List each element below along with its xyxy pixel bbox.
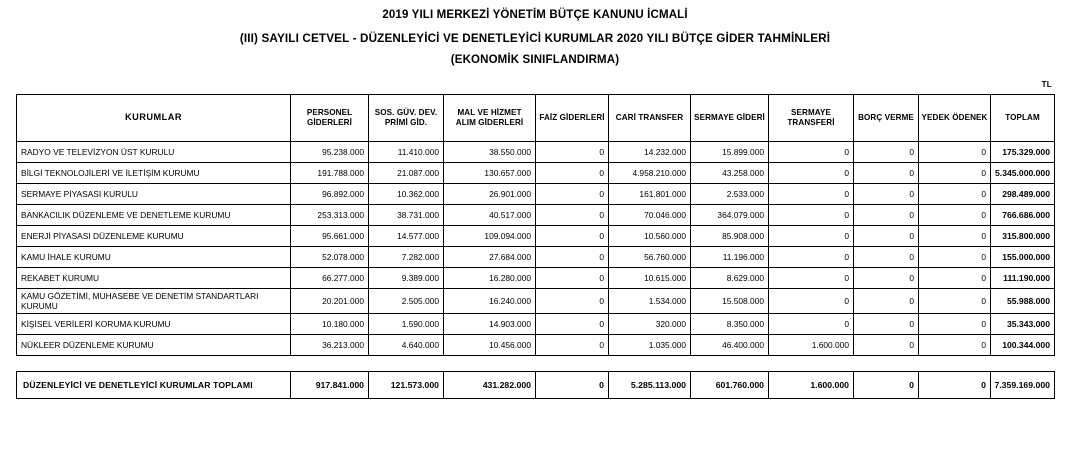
column-header-toplam bbox=[991, 95, 1055, 142]
row-value: 0 bbox=[536, 268, 609, 289]
table-row bbox=[17, 163, 1055, 184]
row-total-value: 55.988.000 bbox=[991, 289, 1055, 314]
row-total-value: 35.343.000 bbox=[991, 314, 1055, 335]
row-value: 0 bbox=[854, 289, 919, 314]
page-title: 2019 YILI MERKEZİ YÖNETİM BÜTÇE KANUNU İCMALİ bbox=[382, 9, 688, 21]
row-value: 0 bbox=[769, 314, 854, 335]
row-institution-name: REKABET KURUMU bbox=[17, 268, 291, 289]
row-value: 16.280.000 bbox=[444, 268, 536, 289]
row-value: 96.892.000 bbox=[291, 184, 369, 205]
row-value: 4.958.210.000 bbox=[609, 163, 691, 184]
row-value: 0 bbox=[919, 247, 991, 268]
row-value: 10.615.000 bbox=[609, 268, 691, 289]
row-total-value: 315.800.000 bbox=[991, 226, 1055, 247]
row-value: 10.456.000 bbox=[444, 335, 536, 356]
row-value: 0 bbox=[854, 335, 919, 356]
column-header-line: SERMAYE bbox=[791, 107, 831, 117]
column-header-line: PRİMİ GİD. bbox=[384, 118, 428, 127]
row-value: 11.196.000 bbox=[691, 247, 769, 268]
row-value: 10.180.000 bbox=[291, 314, 369, 335]
row-total-value: 298.489.000 bbox=[991, 184, 1055, 205]
total-row-value: 0 bbox=[854, 372, 919, 399]
column-header-borc-verme bbox=[854, 95, 919, 142]
total-table-container bbox=[16, 371, 1054, 399]
column-header-sos-guv-dev-primi-gid bbox=[369, 95, 444, 142]
column-header-line: CARİ TRANSFER bbox=[615, 112, 684, 122]
row-value: 36.213.000 bbox=[291, 335, 369, 356]
column-header-faiz-giderleri bbox=[536, 95, 609, 142]
total-row-grand-total: 7.359.169.000 bbox=[991, 372, 1055, 399]
total-row-value: 601.760.000 bbox=[691, 372, 769, 399]
column-header-kurumlar: KURUMLAR bbox=[17, 95, 291, 142]
total-row-value: 917.841.000 bbox=[291, 372, 369, 399]
row-value: 0 bbox=[919, 335, 991, 356]
column-header-personel-giderleri bbox=[291, 95, 369, 142]
row-value: 0 bbox=[536, 184, 609, 205]
row-value: 0 bbox=[854, 163, 919, 184]
row-value: 1.035.000 bbox=[609, 335, 691, 356]
row-value: 0 bbox=[919, 268, 991, 289]
table-row bbox=[17, 142, 1055, 163]
row-total-value: 111.190.000 bbox=[991, 268, 1055, 289]
row-value: 253.313.000 bbox=[291, 205, 369, 226]
row-value: 21.087.000 bbox=[369, 163, 444, 184]
table-row bbox=[17, 335, 1055, 356]
row-value: 38.550.000 bbox=[444, 142, 536, 163]
row-value: 0 bbox=[536, 314, 609, 335]
row-value: 85.908.000 bbox=[691, 226, 769, 247]
row-value: 109.094.000 bbox=[444, 226, 536, 247]
row-value: 0 bbox=[536, 247, 609, 268]
total-row-label: DÜZENLEYİCİ VE DENETLEYİCİ KURUMLAR TOPLAMI bbox=[17, 372, 291, 399]
row-value: 130.657.000 bbox=[444, 163, 536, 184]
row-value: 1.534.000 bbox=[609, 289, 691, 314]
row-value: 0 bbox=[854, 205, 919, 226]
row-total-value: 100.344.000 bbox=[991, 335, 1055, 356]
column-header-sermaye-gideri bbox=[691, 95, 769, 142]
row-value: 9.389.000 bbox=[369, 268, 444, 289]
budget-table-container bbox=[16, 94, 1054, 356]
column-header-line: YEDEK ÖDENEK bbox=[921, 112, 988, 122]
column-header-cari-transfer bbox=[609, 95, 691, 142]
row-value: 14.577.000 bbox=[369, 226, 444, 247]
row-value: 56.760.000 bbox=[609, 247, 691, 268]
row-value: 0 bbox=[854, 268, 919, 289]
row-value: 40.517.000 bbox=[444, 205, 536, 226]
total-row-value: 431.282.000 bbox=[444, 372, 536, 399]
total-row-value: 5.285.113.000 bbox=[609, 372, 691, 399]
row-value: 0 bbox=[854, 184, 919, 205]
row-value: 38.731.000 bbox=[369, 205, 444, 226]
row-value: 0 bbox=[769, 205, 854, 226]
table-row bbox=[17, 205, 1055, 226]
document-titles bbox=[0, 0, 1070, 67]
budget-table bbox=[16, 94, 1055, 356]
row-value: 0 bbox=[854, 247, 919, 268]
row-value: 70.046.000 bbox=[609, 205, 691, 226]
row-value: 0 bbox=[536, 226, 609, 247]
column-header-line: GİDERLERİ bbox=[307, 118, 352, 127]
row-institution-name: SERMAYE PİYASASI KURULU bbox=[17, 184, 291, 205]
row-value: 95.661.000 bbox=[291, 226, 369, 247]
column-header-yedek-odenek bbox=[919, 95, 991, 142]
row-value: 0 bbox=[769, 289, 854, 314]
row-value: 0 bbox=[854, 142, 919, 163]
table-row bbox=[17, 247, 1055, 268]
table-row bbox=[17, 268, 1055, 289]
row-value: 191.788.000 bbox=[291, 163, 369, 184]
table-body bbox=[17, 142, 1055, 356]
row-value: 14.232.000 bbox=[609, 142, 691, 163]
column-header-line: SERMAYE GİDERİ bbox=[694, 112, 765, 122]
row-value: 0 bbox=[769, 247, 854, 268]
row-institution-name: ENERJİ PİYASASI DÜZENLEME KURUMU bbox=[17, 226, 291, 247]
row-value: 0 bbox=[919, 163, 991, 184]
row-value: 95.238.000 bbox=[291, 142, 369, 163]
row-value: 161.801.000 bbox=[609, 184, 691, 205]
row-value: 2.505.000 bbox=[369, 289, 444, 314]
table-header bbox=[17, 95, 1055, 142]
column-header-line: PERSONEL bbox=[306, 107, 353, 117]
row-value: 16.240.000 bbox=[444, 289, 536, 314]
total-row-value: 0 bbox=[919, 372, 991, 399]
column-header-line: SOS. GÜV. DEV. bbox=[374, 107, 438, 117]
table-header-row bbox=[17, 95, 1055, 142]
row-value: 0 bbox=[769, 163, 854, 184]
row-value: 11.410.000 bbox=[369, 142, 444, 163]
row-value: 52.078.000 bbox=[291, 247, 369, 268]
row-value: 0 bbox=[536, 205, 609, 226]
row-institution-name: BANKACILIK DÜZENLEME VE DENETLEME KURUMU bbox=[17, 205, 291, 226]
total-table-body bbox=[17, 372, 1055, 399]
total-row-value: 121.573.000 bbox=[369, 372, 444, 399]
row-institution-name: BİLGİ TEKNOLOJİLERİ VE İLETİŞİM KURUMU bbox=[17, 163, 291, 184]
row-value: 43.258.000 bbox=[691, 163, 769, 184]
row-value: 0 bbox=[536, 163, 609, 184]
table-row bbox=[17, 226, 1055, 247]
row-institution-name: KİŞİSEL VERİLERİ KORUMA KURUMU bbox=[17, 314, 291, 335]
row-value: 364.079.000 bbox=[691, 205, 769, 226]
row-value: 0 bbox=[919, 226, 991, 247]
row-institution-name: NÜKLEER DÜZENLEME KURUMU bbox=[17, 335, 291, 356]
row-value: 8.629.000 bbox=[691, 268, 769, 289]
row-value: 0 bbox=[919, 142, 991, 163]
row-value: 26.901.000 bbox=[444, 184, 536, 205]
column-header-line: BORÇ VERME bbox=[858, 112, 914, 122]
currency-unit-label: TL bbox=[1041, 80, 1052, 89]
page-subtitle-secondary: (EKONOMİK SINIFLANDIRMA) bbox=[450, 54, 620, 67]
row-value: 46.400.000 bbox=[691, 335, 769, 356]
row-value: 15.508.000 bbox=[691, 289, 769, 314]
row-value: 0 bbox=[536, 142, 609, 163]
total-row bbox=[17, 372, 1055, 399]
row-value: 10.362.000 bbox=[369, 184, 444, 205]
row-institution-name: KAMU GÖZETİMİ, MUHASEBE VE DENETİM STANDARTLARI KURUMU bbox=[17, 289, 291, 314]
row-value: 2.533.000 bbox=[691, 184, 769, 205]
column-header-line: TOPLAM bbox=[1005, 112, 1040, 122]
row-total-value: 175.329.000 bbox=[991, 142, 1055, 163]
row-total-value: 5.345.000.000 bbox=[991, 163, 1055, 184]
row-value: 20.201.000 bbox=[291, 289, 369, 314]
column-header-line: ALIM GİDERLERİ bbox=[455, 118, 524, 127]
row-total-value: 766.686.000 bbox=[991, 205, 1055, 226]
row-institution-name: RADYO VE TELEVİZYON ÜST KURULU bbox=[17, 142, 291, 163]
row-value: 4.640.000 bbox=[369, 335, 444, 356]
row-value: 0 bbox=[854, 314, 919, 335]
column-header-line: FAİZ GİDERLERİ bbox=[539, 112, 605, 122]
row-value: 0 bbox=[919, 289, 991, 314]
table-row bbox=[17, 184, 1055, 205]
row-value: 0 bbox=[769, 142, 854, 163]
row-value: 0 bbox=[919, 184, 991, 205]
total-row-value: 1.600.000 bbox=[769, 372, 854, 399]
row-total-value: 155.000.000 bbox=[991, 247, 1055, 268]
row-value: 27.684.000 bbox=[444, 247, 536, 268]
row-value: 0 bbox=[769, 184, 854, 205]
total-table bbox=[16, 371, 1055, 399]
row-value: 14.903.000 bbox=[444, 314, 536, 335]
table-row bbox=[17, 289, 1055, 314]
column-header-mal-ve-hizmet-alim-giderleri bbox=[444, 95, 536, 142]
row-value: 15.899.000 bbox=[691, 142, 769, 163]
row-value: 0 bbox=[769, 268, 854, 289]
row-value: 0 bbox=[536, 335, 609, 356]
row-value: 10.560.000 bbox=[609, 226, 691, 247]
row-value: 320.000 bbox=[609, 314, 691, 335]
row-value: 8.350.000 bbox=[691, 314, 769, 335]
column-header-sermaye-transferi bbox=[769, 95, 854, 142]
row-value: 0 bbox=[919, 205, 991, 226]
column-header-line: TRANSFERİ bbox=[787, 118, 835, 127]
row-value: 0 bbox=[769, 226, 854, 247]
row-value: 0 bbox=[854, 226, 919, 247]
row-value: 0 bbox=[919, 314, 991, 335]
row-value: 0 bbox=[536, 289, 609, 314]
row-value: 7.282.000 bbox=[369, 247, 444, 268]
row-value: 1.600.000 bbox=[769, 335, 854, 356]
column-header-line: MAL VE HİZMET bbox=[457, 107, 522, 117]
row-value: 66.277.000 bbox=[291, 268, 369, 289]
page-subtitle: (III) SAYILI CETVEL - DÜZENLEYİCİ VE DENETLEYİCİ KURUMLAR 2020 YILI BÜTÇE GİDER TAHMİNLERİ bbox=[239, 31, 831, 45]
table-row bbox=[17, 314, 1055, 335]
row-institution-name: KAMU İHALE KURUMU bbox=[17, 247, 291, 268]
total-row-value: 0 bbox=[536, 372, 609, 399]
row-value: 1.590.000 bbox=[369, 314, 444, 335]
